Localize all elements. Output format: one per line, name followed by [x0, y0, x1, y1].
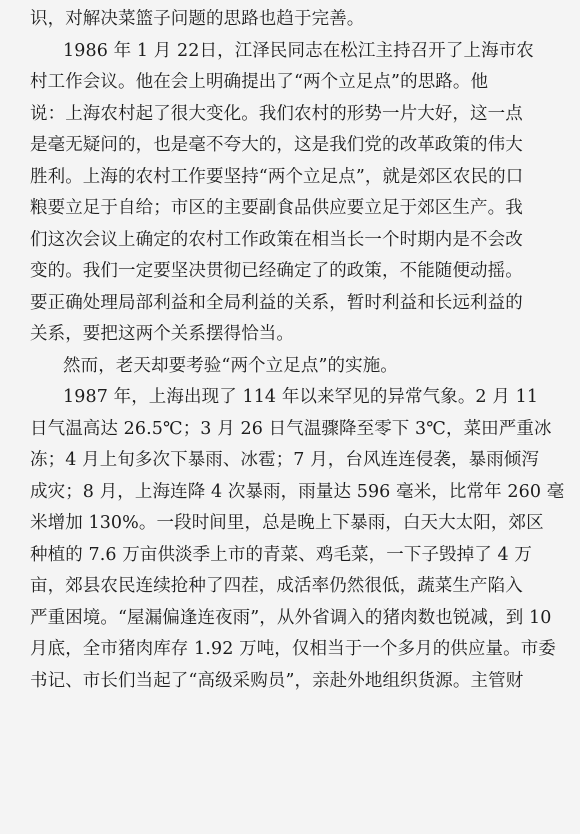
text-line: 们这次会议上确定的农村工作政策在相当长一个时期内是不会改	[30, 229, 523, 250]
text-line: 关系，要把这两个关系摆得恰当。	[30, 324, 294, 344]
text-line: 冻；4 月上旬多次下暴雨、冰雹；7 月，台风连连侵袭，暴雨倾泻	[30, 450, 539, 470]
text-line: 说：上海农村起了很大变化。我们农村的形势一片大好，这一点	[30, 103, 523, 124]
text-line: 然而，老天却要考验“两个立足点”的实施。	[63, 355, 398, 376]
text-line: 变的。我们一定要坚决贯彻已经确定了的政策，不能随便动摇。	[30, 261, 523, 281]
text-line: 村工作会议。他在会上明确提出了“两个立足点”的思路。他	[30, 72, 489, 92]
text-line: 米增加 130%。一段时间里，总是晚上下暴雨，白天大太阳，郊区	[30, 513, 544, 533]
text-line: 是毫无疑问的，也是毫不夸大的，这是我们党的改革政策的伟大	[30, 135, 523, 155]
text-line: 月底，全市猪肉库存 1.92 万吨，仅相当于一个多月的供应量。市委	[30, 639, 556, 659]
text-line: 种植的 7.6 万亩供淡季上市的青菜、鸡毛菜，一下子毁掉了 4 万	[30, 544, 533, 565]
text-line: 要正确处理局部利益和全局利益的关系，暂时利益和长远利益的	[30, 292, 523, 313]
text-line: 亩，郊县农民连续抢种了四茬，成活率仍然很低，蔬菜生产陷入	[30, 576, 523, 596]
text-line: 严重困境。“屋漏偏逢连夜雨”，从外省调入的猪肉数也锐减，到 10	[30, 607, 552, 628]
text-line: 书记、市长们当起了“高级采购员”，亲赴外地组织货源。主管财	[30, 670, 524, 691]
text-line: 1987 年，上海出现了 114 年以来罕见的异常气象。2 月 11	[63, 387, 539, 407]
text-line: 成灾；8 月，上海连降 4 次暴雨，雨量达 596 毫米，比常年 260 毫	[30, 481, 565, 502]
text-line: 1986 年 1 月 22日，江泽民同志在松江主持召开了上海市农	[63, 40, 534, 61]
text-line: 粮要立足于自给；市区的主要副食品供应要立足于郊区生产。我	[30, 198, 523, 218]
text-line: 胜利。上海的农村工作要坚持“两个立足点”，就是郊区农民的口	[30, 166, 524, 187]
text-line: 日气温高达 26.5℃；3 月 26 日气温骤降至零下 3℃，菜田严重冰	[30, 418, 552, 439]
text-line: 识，对解决菜篮子问题的思路也趋于完善。	[30, 9, 365, 29]
body-text	[30, 4, 565, 697]
